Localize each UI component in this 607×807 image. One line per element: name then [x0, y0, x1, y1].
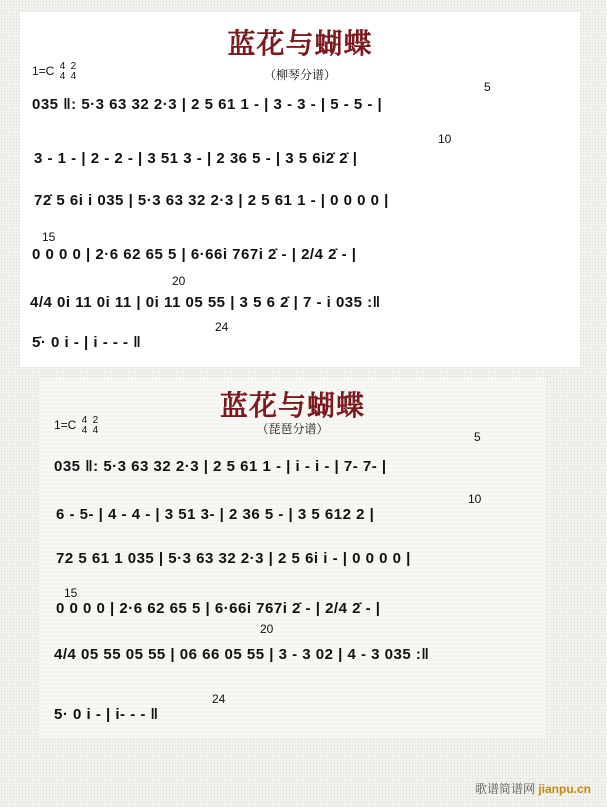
title: 蓝花与蝴蝶 [219, 389, 365, 422]
measure-number: 10 [468, 492, 482, 506]
watermark-cn: 歌谱简谱网 [474, 782, 535, 796]
time-signature: 4 4 [81, 415, 88, 436]
measure-number: 10 [438, 132, 452, 146]
staff-line: 72̇ 5 6i i 035 | 5·3 63 32 2·3 | 2 5 61 1 - | 0 0 0 0 | [34, 192, 389, 209]
measure-number: 20 [172, 274, 186, 288]
key-label: 1=C [32, 64, 55, 79]
measure-number: 24 [215, 320, 229, 334]
staff-line: 0 0 0 0 | 2·6 62 65 5 | 6·66i 767i 2̇ - | 2/4 2̇ - | [56, 600, 381, 617]
staff-line: 5· 0 i - | i- - - ‖ [54, 706, 159, 723]
time-signature-alt: 2 4 [92, 415, 99, 436]
key-label: 1=C [54, 418, 77, 433]
staff-line: 035 ‖: 5·3 63 32 2·3 | 2 5 61 1 - | i - i - | 7- 7- | [54, 458, 387, 475]
staff-line: 4/4 05 55 05 55 | 06 66 05 55 | 3 - 3 02 | 4 - 3 035 :‖ [54, 646, 430, 663]
measure-number: 15 [64, 586, 78, 600]
staff-line: 72 5 61 1 035 | 5·3 63 32 2·3 | 2 5 6i i - | 0 0 0 0 | [56, 550, 411, 567]
measure-number: 5 [484, 80, 491, 94]
staff-line: 6 - 5- | 4 - 4 - | 3 51 3- | 2 36 5 - | 3 5 612 2 | [56, 506, 375, 523]
liuqin-part [20, 12, 580, 367]
subtitle: （柳琴分谱） [263, 68, 336, 82]
pipa-part [40, 378, 545, 738]
staff-line: 035 ‖: 5·3 63 32 2·3 | 2 5 61 1 - | 3 - 3 - | 5 - 5 - | [32, 96, 383, 113]
title: 蓝花与蝴蝶 [227, 27, 373, 60]
staff-line: 3 - 1 - | 2 - 2 - | 3 51 3 - | 2 36 5 - | 3 5 6i2̇ 2̇ | [34, 150, 358, 167]
subtitle: （琵琶分谱） [256, 422, 329, 436]
staff-line: 5̇· 0 i - | i - - - ‖ [32, 334, 142, 351]
watermark [475, 780, 591, 797]
staff-line: 4/4 0i 11 0i 11 | 0i 11 05 55 | 3 5 6 2̇ | 7 - i 035 :‖ [30, 294, 381, 311]
staff-line: 0 0 0 0 | 2·6 62 65 5 | 6·66i 767i 2̇ - | 2/4 2̇ - | [32, 246, 357, 263]
watermark-en: jianpu.cn [538, 782, 591, 796]
measure-number: 20 [260, 622, 274, 636]
time-signature-alt: 2 4 [70, 61, 77, 82]
measure-number: 15 [42, 230, 56, 244]
measure-number: 5 [474, 430, 481, 444]
measure-number: 24 [212, 692, 226, 706]
time-signature: 4 4 [59, 61, 66, 82]
